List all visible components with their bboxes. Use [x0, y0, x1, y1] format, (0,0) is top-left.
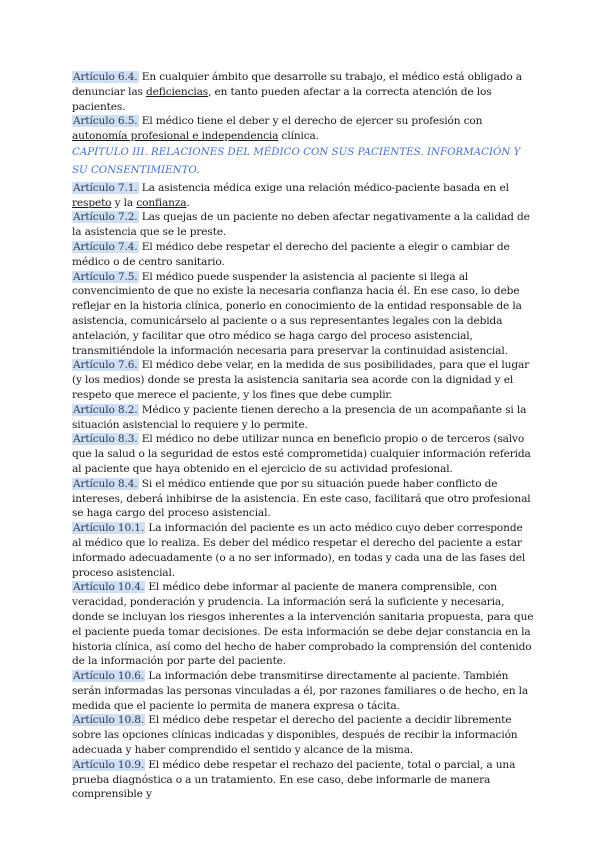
- article-text: El médico puede suspender la asistencia al paciente si llega al convencimiento de que no existe la necesaria confianza hacia él. En ese caso, lo debe reflejar en la historia clínica, ponerlo en conocimiento de la entidad responsable de la asistencia, comunicárselo al paciente o a sus representantes legales con la debida antelación, y facilitar que otro médico se haga cargo del proceso asistencial, transmitiéndole la información necesaria para preservar la continuidad asistencial.: [72, 270, 522, 357]
- article-text: Si el médico entiende que por su situación puede haber conflicto de intereses, deberá inhibirse de la asistencia. En este caso, facilitará que otro profesional se haga cargo del proceso asistencial.: [72, 477, 531, 520]
- chapter-heading: CAPÍTULO III. RELACIONES DEL MÉDICO CON SUS PACIENTES. INFORMACIÓN Y SU CONSENTIMIENTO.: [72, 146, 521, 177]
- underlined-term: autonomía profesional e independencia: [72, 130, 279, 143]
- article-text: Las quejas de un paciente no deben afectar negativamente a la calidad de la asistencia que se le preste.: [72, 211, 530, 239]
- article-text: clínica.: [278, 130, 319, 143]
- article-number-highlight: Artículo 8.4.: [73, 477, 138, 490]
- article-text: La información del paciente es un acto médico cuyo deber corresponde al médico que lo realiza. Es deber del médico respetar el derecho del paciente a estar informado adecuadamente (o a no ser informado), en todas y cada una de las fases del proceso asistencial.: [72, 522, 526, 579]
- underlined-term: deficiencias: [146, 85, 209, 98]
- underlined-term: respeto: [72, 196, 112, 209]
- article-text: El médico tiene el deber y el derecho de ejercer su profesión con: [138, 115, 483, 128]
- article-paragraph: [72, 210, 534, 240]
- article-paragraph: [72, 270, 534, 359]
- article-number-highlight: Artículo 10.1.: [73, 522, 145, 535]
- article-paragraph: [72, 358, 534, 402]
- article-paragraph: [72, 713, 534, 757]
- article-number-highlight: Artículo 10.9.: [73, 758, 145, 771]
- article-text: .: [186, 196, 190, 209]
- article-number-highlight: Artículo 7.4.: [73, 240, 138, 253]
- article-paragraph: [72, 432, 534, 476]
- article-text: El médico debe velar, en la medida de sus posibilidades, para que el lugar (y los medios) donde se presta la asistencia sanitaria sea acorde con la dignidad y el respeto que merece el paciente, y los fines que debe cumplir.: [72, 359, 530, 401]
- article-paragraph: [72, 181, 534, 211]
- article-number-highlight: Artículo 10.8.: [73, 714, 145, 727]
- article-paragraph: [72, 477, 534, 521]
- article-text: y la: [111, 196, 137, 209]
- article-number-highlight: Artículo 8.3.: [73, 433, 138, 446]
- article-paragraph: [72, 70, 534, 114]
- article-paragraph: [72, 403, 534, 433]
- article-paragraph: [72, 669, 534, 713]
- article-text: El médico debe respetar el rechazo del paciente, total o parcial, a una prueba diagnóstica o a un tratamiento. En ese caso, debe informarle de manera comprensible y: [72, 758, 516, 801]
- article-number-highlight: Artículo 10.6.: [73, 670, 145, 683]
- article-text: El médico debe respetar el derecho del paciente a elegir o cambiar de médico o de centro sanitario.: [72, 240, 510, 268]
- article-number-highlight: Artículo 6.4.: [73, 71, 138, 83]
- article-text: Médico y paciente tienen derecho a la presencia de un acompañante si la situación asistencial lo requiere y lo permite.: [72, 403, 527, 431]
- article-text: , en tanto pueden afectar a la correcta atención de los pacientes.: [72, 85, 492, 113]
- article-number-highlight: Artículo 10.4.: [73, 581, 145, 594]
- article-text: La información debe transmitirse directamente al paciente. También serán informadas las personas vinculadas a él, por razones familiares o de hecho, en la medida que el paciente lo permita de manera expresa o tácita.: [72, 670, 529, 712]
- article-number-highlight: Artículo 7.6.: [73, 359, 138, 372]
- article-paragraph: [72, 580, 534, 669]
- article-text: El médico debe respetar el derecho del paciente a decidir libremente sobre las opciones clínicas indicadas y disponibles, después de recibir la información adecuada y haber comprendido el sentido y alcance de la misma.: [72, 714, 518, 757]
- article-number-highlight: Artículo 6.5.: [73, 115, 138, 128]
- article-number-highlight: Artículo 7.1.: [73, 181, 138, 194]
- article-number-highlight: Artículo 7.2.: [73, 211, 138, 224]
- article-text: En cualquier ámbito que desarrolle su trabajo, el médico está obligado a denunciar las: [72, 71, 522, 98]
- article-number-highlight: Artículo 8.2.: [73, 403, 138, 416]
- article-text: El médico debe informar al paciente de manera comprensible, con veracidad, ponderación y prudencia. La información será la suficiente y necesaria, donde se incluyan los riesgos inherentes a la intervención sanitaria propuesta, para que el paciente pueda tomar decisiones. De esta información se debe dejar constancia en la historia clínica, así como del hecho de haber comprobado la comprensión del contenido de la información por parte del paciente.: [72, 581, 534, 668]
- document-body: [72, 70, 534, 802]
- article-paragraph: [72, 758, 534, 802]
- article-paragraph: [72, 114, 534, 144]
- article-text: El médico no debe utilizar nunca en beneficio propio o de terceros (salvo que la salud o la seguridad de estos esté comprometida) cualquier información referida al paciente que haya obtenido en el ejercicio de su actividad profesional.: [72, 433, 531, 475]
- article-paragraph: [72, 240, 534, 270]
- article-number-highlight: Artículo 7.5.: [73, 270, 138, 283]
- article-text: La asistencia médica exige una relación médico-paciente basada en el: [138, 181, 509, 194]
- article-paragraph: [72, 521, 534, 580]
- underlined-term: confianza: [136, 196, 187, 209]
